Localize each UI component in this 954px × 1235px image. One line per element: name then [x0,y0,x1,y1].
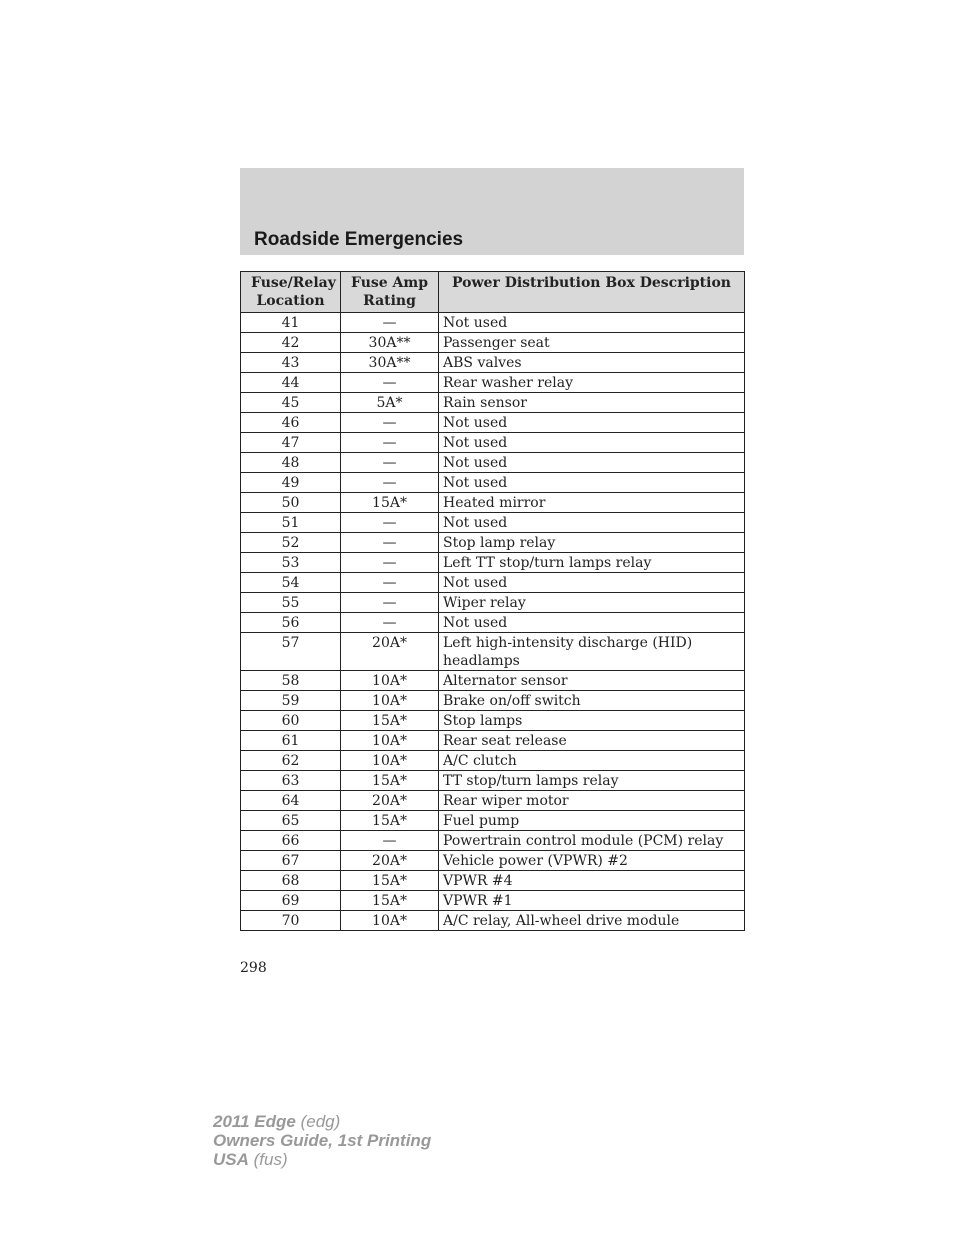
cell-description: Rear wiper motor [439,791,745,811]
cell-amp-rating: 15A* [341,771,439,791]
cell-amp-rating: 30A** [341,333,439,353]
cell-location: 59 [241,691,341,711]
cell-description: Not used [439,313,745,333]
cell-location: 65 [241,811,341,831]
cell-description: Not used [439,453,745,473]
cell-location: 49 [241,473,341,493]
cell-amp-rating: — [341,573,439,593]
cell-location: 70 [241,911,341,931]
table-row [241,691,745,711]
cell-location: 43 [241,353,341,373]
cell-location: 62 [241,751,341,771]
column-header-description: Power Distribution Box Description [439,272,745,313]
cell-description: Left TT stop/turn lamps relay [439,553,745,573]
column-header-amp-rating: Fuse Amp Rating [341,272,439,313]
cell-description: Not used [439,433,745,453]
cell-amp-rating: — [341,413,439,433]
table-row [241,333,745,353]
cell-location: 53 [241,553,341,573]
table-row [241,533,745,553]
table-row [241,593,745,613]
cell-amp-rating: — [341,533,439,553]
cell-description: VPWR #4 [439,871,745,891]
section-header-band [240,168,744,255]
cell-description: Stop lamps [439,711,745,731]
cell-amp-rating: — [341,313,439,333]
table-row [241,751,745,771]
cell-description: Rear seat release [439,731,745,751]
table-row [241,453,745,473]
cell-amp-rating: — [341,553,439,573]
cell-description: Rear washer relay [439,373,745,393]
table-row [241,513,745,533]
cell-amp-rating: 15A* [341,811,439,831]
table-row [241,493,745,513]
cell-description: Stop lamp relay [439,533,745,553]
cell-location: 69 [241,891,341,911]
cell-description: Not used [439,513,745,533]
cell-amp-rating: 10A* [341,691,439,711]
cell-amp-rating: 20A* [341,791,439,811]
cell-location: 66 [241,831,341,851]
footer-market: USA [213,1150,249,1169]
cell-amp-rating: 10A* [341,671,439,691]
cell-location: 68 [241,871,341,891]
section-title: Roadside Emergencies [254,229,464,250]
table-row [241,613,745,633]
cell-amp-rating: — [341,513,439,533]
cell-location: 44 [241,373,341,393]
cell-location: 60 [241,711,341,731]
table-row [241,413,745,433]
column-header-location: Fuse/Relay Location [241,272,341,313]
table-row [241,871,745,891]
cell-amp-rating: — [341,453,439,473]
cell-description: Heated mirror [439,493,745,513]
cell-amp-rating: 5A* [341,393,439,413]
cell-amp-rating: 10A* [341,731,439,751]
table-header-row [241,272,745,313]
cell-location: 52 [241,533,341,553]
table-row [241,633,745,671]
table-row [241,393,745,413]
table-row [241,313,745,333]
cell-amp-rating: — [341,593,439,613]
table-row [241,851,745,871]
cell-description: Rain sensor [439,393,745,413]
page-number: 298 [240,960,267,976]
cell-amp-rating: 20A* [341,633,439,671]
cell-location: 51 [241,513,341,533]
cell-location: 61 [241,731,341,751]
fuse-table [240,271,745,931]
cell-amp-rating: 20A* [341,851,439,871]
cell-description: Powertrain control module (PCM) relay [439,831,745,851]
cell-amp-rating: — [341,613,439,633]
table-row [241,711,745,731]
cell-description: Not used [439,613,745,633]
table-row [241,473,745,493]
cell-location: 64 [241,791,341,811]
cell-location: 45 [241,393,341,413]
cell-location: 50 [241,493,341,513]
cell-amp-rating: 10A* [341,911,439,931]
footer-line-1 [213,1112,431,1131]
cell-amp-rating: — [341,831,439,851]
cell-amp-rating: 15A* [341,871,439,891]
table-row [241,891,745,911]
cell-description: Left high-intensity discharge (HID) headlamps [439,633,745,671]
footer-line-2 [213,1131,431,1150]
cell-description: Not used [439,573,745,593]
cell-description: Passenger seat [439,333,745,353]
cell-description: Wiper relay [439,593,745,613]
table-body [241,313,745,931]
cell-amp-rating: — [341,433,439,453]
cell-description: ABS valves [439,353,745,373]
footer-model-code: (edg) [300,1112,341,1131]
cell-description: TT stop/turn lamps relay [439,771,745,791]
footer-edition: Owners Guide, 1st Printing [213,1131,432,1150]
cell-amp-rating: 15A* [341,711,439,731]
footer-line-3 [213,1150,431,1169]
cell-amp-rating: — [341,473,439,493]
cell-location: 48 [241,453,341,473]
table-row [241,731,745,751]
table-row [241,771,745,791]
cell-location: 42 [241,333,341,353]
cell-amp-rating: 15A* [341,891,439,911]
table-row [241,791,745,811]
cell-location: 47 [241,433,341,453]
cell-description: Alternator sensor [439,671,745,691]
cell-location: 63 [241,771,341,791]
cell-location: 58 [241,671,341,691]
table-row [241,911,745,931]
cell-description: A/C clutch [439,751,745,771]
table-row [241,373,745,393]
cell-location: 54 [241,573,341,593]
cell-amp-rating: — [341,373,439,393]
cell-description: VPWR #1 [439,891,745,911]
cell-amp-rating: 30A** [341,353,439,373]
cell-location: 46 [241,413,341,433]
cell-location: 55 [241,593,341,613]
cell-description: Not used [439,413,745,433]
cell-description: Brake on/off switch [439,691,745,711]
table-row [241,433,745,453]
cell-description: Not used [439,473,745,493]
footer [213,1112,431,1169]
cell-description: A/C relay, All-wheel drive module [439,911,745,931]
table-row [241,353,745,373]
footer-market-code: (fus) [253,1150,288,1169]
cell-amp-rating: 15A* [341,493,439,513]
table-row [241,553,745,573]
table-row [241,831,745,851]
table-row [241,573,745,593]
cell-location: 57 [241,633,341,671]
cell-location: 67 [241,851,341,871]
cell-location: 56 [241,613,341,633]
cell-location: 41 [241,313,341,333]
table-row [241,811,745,831]
footer-model: 2011 Edge [213,1112,296,1131]
cell-amp-rating: 10A* [341,751,439,771]
cell-description: Vehicle power (VPWR) #2 [439,851,745,871]
table-row [241,671,745,691]
cell-description: Fuel pump [439,811,745,831]
